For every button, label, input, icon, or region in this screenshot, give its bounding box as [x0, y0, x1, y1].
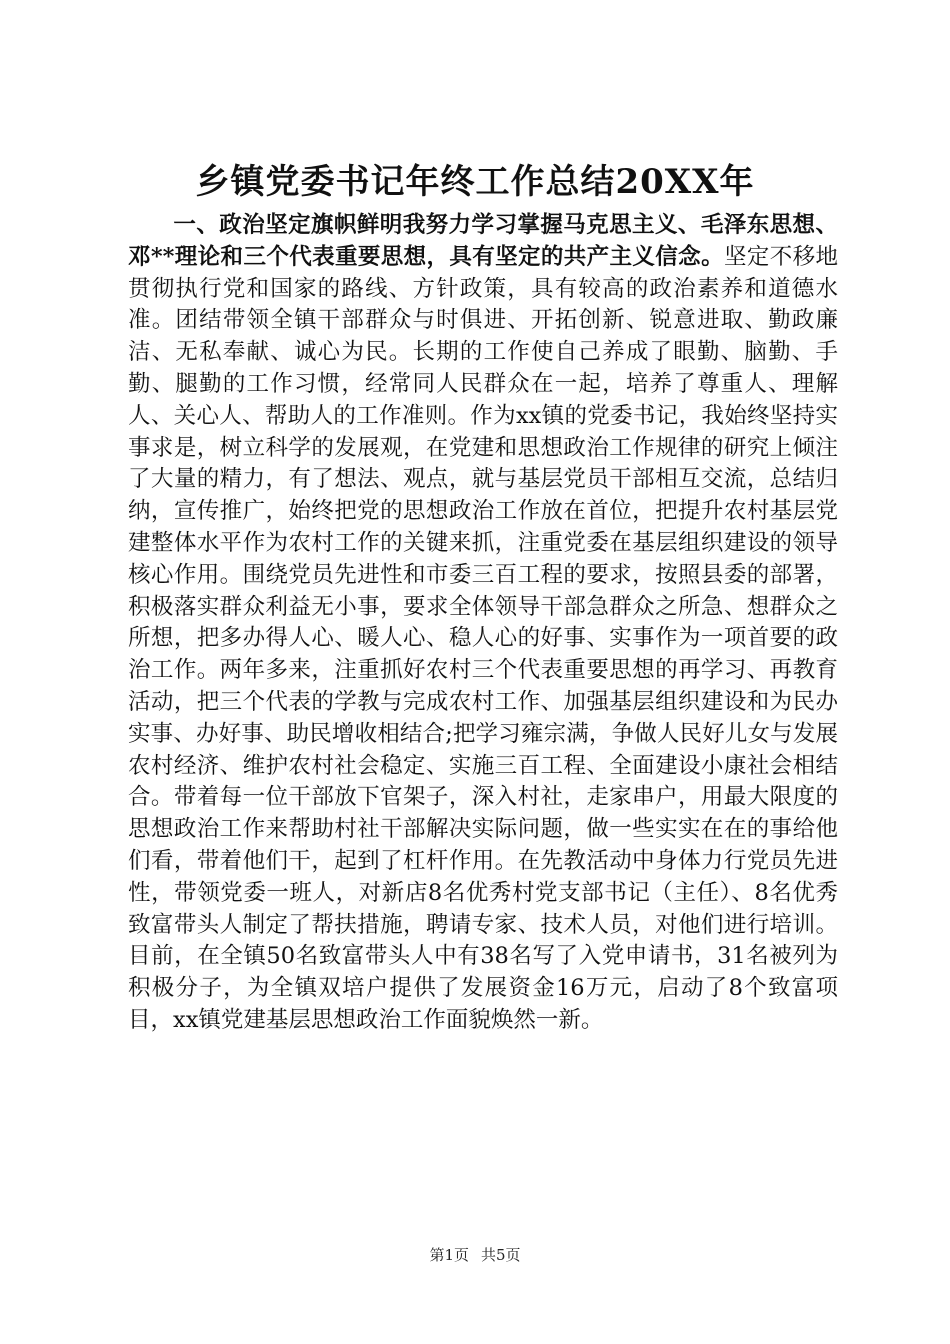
page-number-current: 第1页	[429, 1246, 469, 1264]
page-footer	[0, 1245, 950, 1265]
document-title: 乡镇党委书记年终工作总结20XX年	[195, 162, 755, 202]
paragraph-lead: 一、政治坚定旗帜鲜明我努力学习掌握马克思主义、毛泽东思想、邓**理论和三个代表重要思想，具有坚定的共产主义信念。	[128, 212, 838, 270]
page-number-total: 共5页	[481, 1246, 521, 1264]
paragraph-body: 坚定不移地贯彻执行党和国家的路线、方针政策，具有较高的政治素养和道德水准。团结带领全镇干部群众与时俱进、开拓创新、锐意进取、勤政廉洁、无私奉献、诚心为民。长期的工作使自己养成了眼勤、脑勤、手勤、腿勤的工作习惯，经常同人民群众在一起，培养了尊重人、理解人、关心人、帮助人的工作准则。作为xx镇的党委书记，我始终坚持实事求是，树立科学的发展观，在党建和思想政治工作规律的研究上倾注了大量的精力，有了想法、观点，就与基层党员干部相互交流，总结归纳，宣传推广，始终把党的思想政治工作放在首位，把提升农村基层党建整体水平作为农村工作的关键来抓，注重党委在基层组织建设的领导核心作用。围绕党员先进性和市委三百工程的要求，按照县委的部署，积极落实群众利益无小事，要求全体领导干部急群众之所急、想群众之所想，把多办得人心、暖人心、稳人心的好事、实事作为一项首要的政治工作。两年多来，注重抓好农村三个代表重要思想的再学习、再教育活动，把三个代表的学教与完成农村工作、加强基层组织建设和为民办实事、办好事、助民增收相结合;把学习雍宗满，争做人民好儿女与发展农村经济、维护农村社会稳定、实施三百工程、全面建设小康社会相结合。带着每一位干部放下官架子，深入村社，走家串户，用最大限度的思想政治工作来帮助村社干部解决实际问题，做一些实实在在的事给他们看，带着他们干，起到了杠杆作用。在先教活动中身体力行党员先进性，带领党委一班人，对新店8名优秀村党支部书记（主任）、8名优秀致富带头人制定了帮扶措施，聘请专家、技术人员，对他们进行培训。目前，在全镇50名致富带头人中有38名写了入党申请书，31名被列为积极分子，为全镇双培户提供了发展资金16万元，启动了8个致富项目，xx镇党建基层思想政治工作面貌焕然一新。	[128, 243, 838, 1033]
document-paragraph	[128, 210, 838, 1037]
